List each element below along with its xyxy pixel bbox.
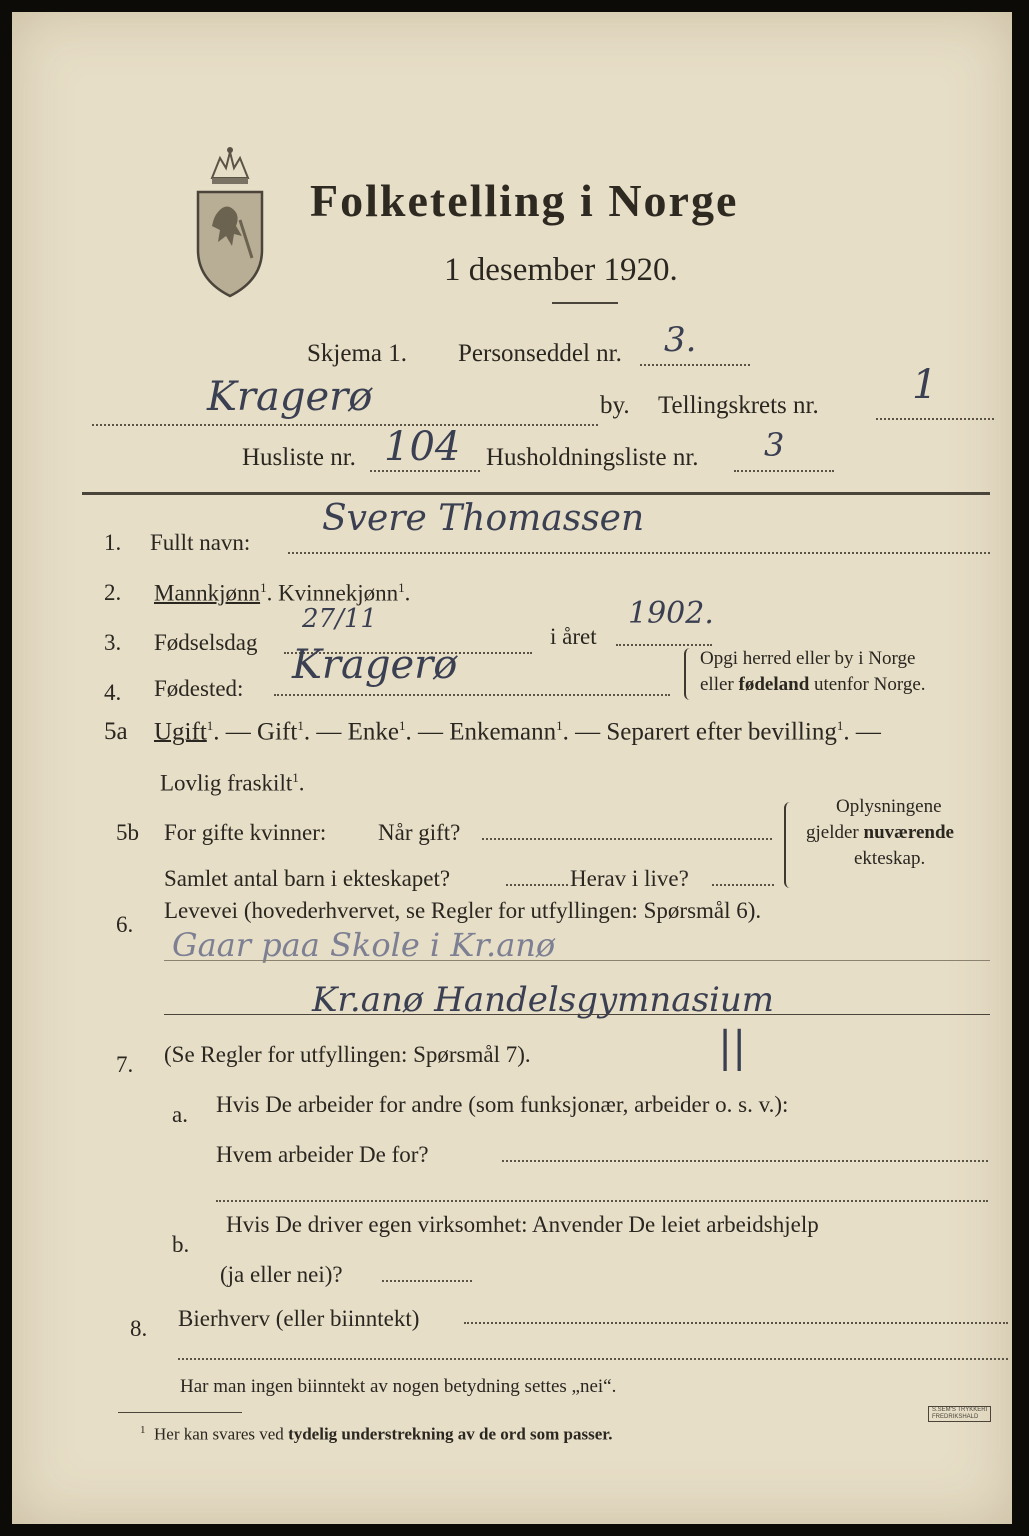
q6-value-line1: Gaar paa Skole i Kr.anø [172, 926, 556, 964]
q5a-enke-option: Enke [347, 718, 399, 746]
q2-male-option: Mannkjønn [154, 580, 261, 606]
q3-year-label: i året [550, 624, 597, 649]
q1-label: Fullt navn: [150, 530, 251, 555]
q5a-fraskilt: Lovlig fraskilt$^1$. [160, 770, 305, 796]
q4-line [274, 694, 670, 696]
husliste-label: Husliste nr. [242, 444, 356, 471]
census-date: 1 desember 1920. [444, 252, 678, 288]
q3-number: 3. [104, 630, 122, 655]
tellingskrets-value: 1 [912, 362, 938, 408]
q3-year-value: 1902. [628, 596, 714, 631]
q5b-naar-gift: Når gift? [378, 820, 461, 845]
q4-number: 4. [104, 680, 122, 705]
q2-number: 2. [104, 580, 122, 605]
q7a-line1 [502, 1160, 988, 1162]
q5b-note-bold: nuværende [863, 822, 954, 843]
q5a-gift-option: Gift [257, 718, 298, 746]
page-title: Folketelling i Norge [310, 175, 739, 226]
husliste-line [370, 470, 480, 472]
q7b-question: (ja eller nei)? [220, 1262, 343, 1287]
q3-label: Fødselsdag [154, 630, 258, 655]
q5a-ugift-option: Ugift [154, 718, 207, 746]
husliste-value: 104 [384, 424, 461, 470]
q6-line2 [164, 1014, 990, 1015]
q2-options [154, 580, 410, 607]
q3-year-line [616, 644, 712, 646]
q5a-enkemann-sup: 1 [556, 718, 563, 733]
printer-stamp-line2: FREDRIKSHALD [932, 1414, 979, 1420]
q5a-number: 5a [104, 718, 128, 745]
q4-note-line2 [700, 674, 926, 696]
q5b-naar-gift-line [482, 838, 772, 840]
q6-label: Levevei (hovederhvervet, se Regler for utfyllingen: Spørsmål 6). [164, 898, 762, 923]
q5b-note-line3: ekteskap. [854, 848, 926, 869]
q4-label: Fødested: [154, 676, 244, 701]
husholdning-line [734, 470, 834, 472]
q1-value: Svere Thomassen [322, 498, 645, 539]
by-label: by. [600, 392, 630, 419]
q5b-barn: Samlet antal barn i ekteskapet? [164, 866, 451, 891]
q5a-fraskilt-sup: 1 [292, 770, 299, 785]
q5a-separert-sup: 1 [836, 718, 844, 733]
footer-note: Har man ingen biinntekt av nogen betydning settes „nei“. [180, 1376, 617, 1397]
personseddel-value: 3. [664, 320, 697, 360]
header-separator [82, 492, 990, 495]
q5a-ugift-sup: 1 [206, 718, 214, 733]
husholdning-value: 3 [764, 426, 785, 464]
q6-line1 [164, 960, 990, 961]
schema-label: Skjema 1. [307, 340, 407, 367]
q6-value-line2: Kr.anø Handelsgymnasium [312, 980, 775, 1020]
footnote-rule [118, 1412, 242, 1413]
q7-ditto-mark: || [718, 1022, 747, 1071]
q5b-note-line1: Oplysningene [836, 796, 942, 817]
q4-value: Kragerø [292, 642, 458, 688]
q5a-separert-option: Separert efter bevilling [606, 718, 837, 746]
q8-label: Bierhverv (eller biinntekt) [178, 1306, 420, 1331]
q5a-enkemann-option: Enkemann [449, 718, 557, 746]
q2-male-sup: 1 [260, 580, 267, 595]
q7-label: (Se Regler for utfyllingen: Spørsmål 7). [164, 1042, 531, 1067]
q6-number: 6. [116, 912, 134, 937]
q5a-fraskilt-option: Lovlig fraskilt [160, 770, 293, 796]
q4-note-post: utenfor Norge. [814, 674, 926, 695]
q2-female-sup: 1 [398, 580, 405, 595]
q5b-note-line2 [806, 822, 954, 844]
q4-brace [684, 648, 692, 700]
q5a-enke-sup: 1 [398, 718, 406, 733]
personseddel-label: Personseddel nr. [458, 340, 622, 367]
q3-day-value: 27/11 [302, 604, 377, 634]
q1-line [288, 552, 990, 554]
q2-female-option: Kvinnekjønn [278, 580, 399, 606]
tellingskrets-label: Tellingskrets nr. [658, 392, 819, 419]
q7a-text: Hvis De arbeider for andre (som funksjonær, arbeider o. s. v.): [216, 1092, 789, 1117]
q7a-question: Hvem arbeider De for? [216, 1142, 429, 1167]
norwegian-coat-of-arms-icon [190, 140, 270, 300]
q2-female-suffix: . [404, 580, 411, 606]
city-line [92, 424, 598, 426]
q8-number: 8. [130, 1316, 148, 1341]
q7b-text: Hvis De driver egen virksomhet: Anvender De leiet arbeidshjelp [226, 1212, 819, 1237]
q5b-barn-line [506, 884, 568, 886]
q4-note-bold: fødeland [738, 674, 810, 695]
q5b-note-pre: gjelder [806, 822, 859, 843]
q5a-options: Ugift$^1$. — Gift$^1$. — Enke$^1$. — Enkemann$^1$. — Separert efter bevilling$^1$. — [154, 718, 881, 746]
q4-note-pre: eller [700, 674, 734, 695]
footnote-number: 1 [140, 1424, 146, 1436]
census-form [12, 12, 1012, 1524]
q7b-letter: b. [172, 1232, 190, 1257]
q7-number: 7. [116, 1052, 134, 1077]
printer-stamp-line1: S.SEM'S TRYKKERI [932, 1407, 988, 1413]
q4-note-line1: Opgi herred eller by i Norge [700, 648, 916, 669]
q5a-gift-sup: 1 [297, 718, 304, 733]
footnote [140, 1424, 613, 1445]
q5b-label: For gifte kvinner: [164, 820, 327, 845]
q7b-line [382, 1280, 472, 1282]
personseddel-line [640, 364, 750, 366]
q8-line2 [178, 1358, 1008, 1360]
city-value: Kragerø [207, 374, 373, 420]
footnote-bold: tydelig understrekning av de ord som passer. [288, 1424, 613, 1444]
q7a-letter: a. [172, 1102, 188, 1127]
printer-stamp [928, 1406, 991, 1422]
tellingskrets-line [876, 418, 994, 420]
q2-male-suffix: . [266, 580, 273, 606]
q7a-line2 [216, 1200, 988, 1202]
q5b-herav: Herav i live? [570, 866, 689, 891]
footnote-pre: Her kan svares ved [154, 1424, 284, 1444]
q5b-brace [784, 802, 794, 888]
title-divider [552, 302, 618, 304]
q5b-number: 5b [116, 820, 139, 845]
q1-number: 1. [104, 530, 122, 555]
q8-line1 [464, 1322, 1008, 1324]
husholdning-label: Husholdningsliste nr. [486, 444, 699, 471]
q5b-herav-line [712, 884, 774, 886]
